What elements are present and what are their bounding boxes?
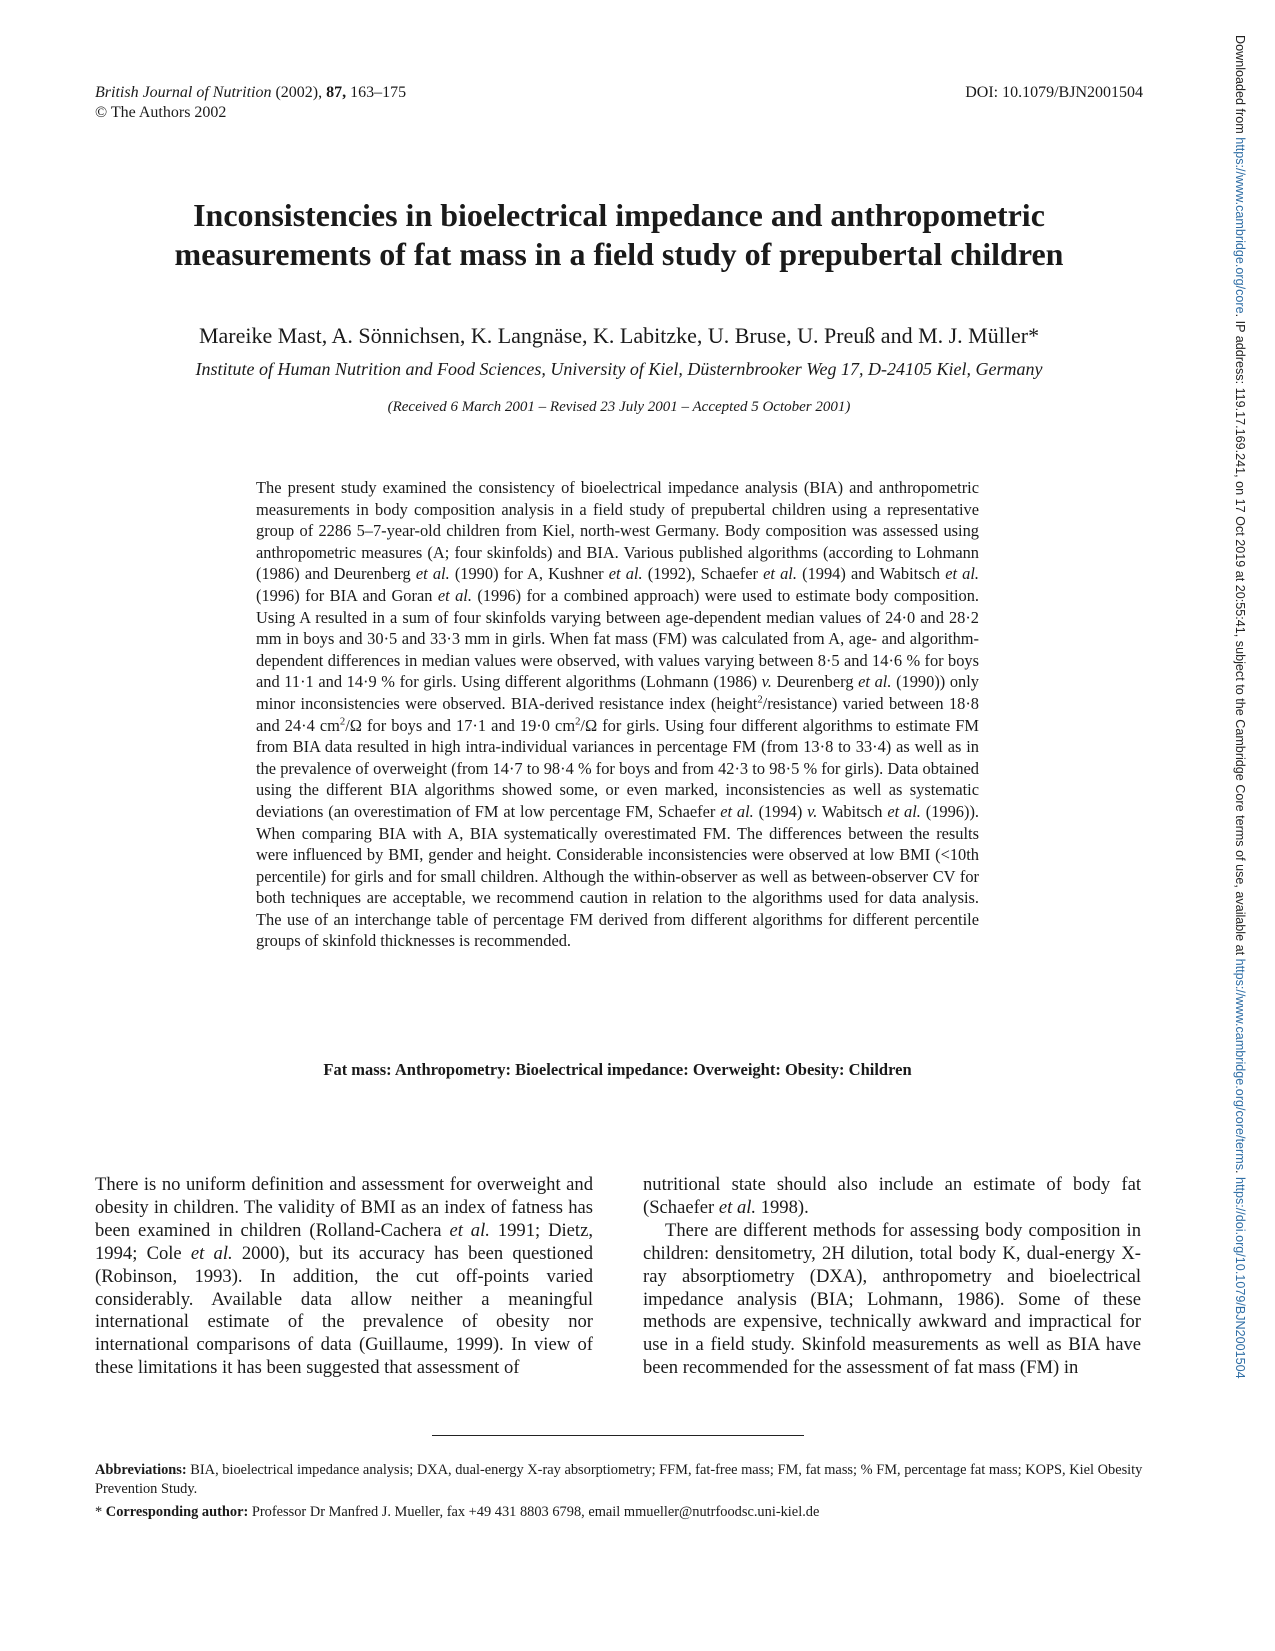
- core-link[interactable]: https://www.cambridge.org/core: [1233, 137, 1247, 314]
- abstract: The present study examined the consistency of bioelectrical impedance analysis (BIA) and anthropometric measurements in body composition analysis in a field study of prepubertal children using a representative group of 2286 5–7-year-old children from Kiel, north-west Germany. Body composition was assessed using anthropometric measures (A; four skinfolds) and BIA. Various published algorithms (according to Lohmann (1986) and Deurenberg et al. (1990) for A, Kushner et al. (1992), Schaefer et al. (1994) and Wabitsch et al. (1996) for BIA and Goran et al. (1996) for a combined approach) were used to estimate body composition. Using A resulted in a sum of four skinfolds varying between age-dependent median values of 24·0 and 28·2 mm in boys and 30·5 and 33·3 mm in girls. When fat mass (FM) was calculated from A, age- and algorithm-dependent differences in median values were observed, with values varying between 8·5 and 14·6 % for boys and 11·1 and 14·9 % for girls. Using different algorithms (Lohmann (1986) v. Deurenberg et al. (1990)) only minor inconsistencies were observed. BIA-derived resistance index (height$^2$/resistance) varied between 18·8 and 24·4 $cm^2/\Omega$ for boys and 17·1 and 19·0 $cm^2/\Omega$ for girls. Using four different algorithms to estimate FM from BIA data resulted in high intra-individual variances in percentage FM (from 13·8 to 33·4) as well as in the prevalence of overweight (from 14·7 to 98·4 % for boys and from 42·3 to 98·5 % for girls). Data obtained using the different BIA algorithms showed some, or even marked, inconsistencies as well as systematic deviations (an overestimation of FM at low percentage FM, Schaefer et al. (1994) v. Wabitsch et al. (1996)). When comparing BIA with A, BIA systematically overestimated FM. The differences between the results were influenced by BMI, gender and height. Considerable inconsistencies were observed at low BMI (<10th percentile) for girls and for small children. Although the within-observer as well as between-observer CV for both techniques are acceptable, we recommend caution in relation to the algorithms used for data analysis. The use of an interchange table of percentage FM derived from different algorithms for different percentile groups of skinfold thicknesses is recommended.: [256, 478, 980, 951]
- footnote-corresponding-author: * Corresponding author: Professor Dr Manfred J. Mueller, fax +49 431 8803 6798, email mmueller@nutrfoodsc.uni-kiel.de: [95, 1504, 820, 1520]
- copyright: © The Authors 2002: [95, 104, 227, 121]
- footnote-abbreviations: Abbreviations: BIA, bioelectrical impedance analysis; DXA, dual-energy X-ray absorptiometry; FFM, fat-free mass; FM, fat mass; % FM, percentage fat mass; KOPS, Kiel Obesity Prevention Study.: [95, 1462, 1143, 1497]
- terms-link[interactable]: https://www.cambridge.org/core/terms: [1233, 958, 1247, 1170]
- journal-year: (2002),: [275, 84, 323, 101]
- doi-link[interactable]: https://doi.org/10.1079/BJN2001504: [1233, 1177, 1247, 1379]
- doi: DOI: 10.1079/BJN2001504: [965, 84, 1143, 101]
- journal-volume: 87,: [326, 84, 347, 101]
- authors: Mareike Mast, A. Sönnichsen, K. Langnäse, K. Labitzke, U. Bruse, U. Preuß and M. J. Müller*: [198, 323, 1040, 348]
- body-column-right: [643, 1174, 1141, 1380]
- body-paragraph: There is no uniform definition and assessment for overweight and obesity in children. The validity of BMI as an index of fatness has been examined in children (Rolland-Cachera et al. 1991; Dietz, 1994; Cole et al. 2000), but its accuracy has been questioned (Robinson, 1993). In addition, the cut off-points varied considerably. Available data allow neither a meaningful international estimate of the prevalence of obesity nor international comparisons of data (Guillaume, 1999). In view of these limitations it has been suggested that assessment of: [95, 1174, 593, 1379]
- journal-pages: 163–175: [350, 84, 407, 101]
- journal-name: British Journal of Nutrition: [95, 84, 272, 101]
- body-paragraph: There are different methods for assessing body composition in children: densitometry, 2H dilution, total body K, dual-energy X-ray absorptiometry (DXA), anthropometry and bioelectrical impedance analysis (BIA; Lohmann, 1986). Some of these methods are expensive, technically awkward and impractical for use in a field study. Skinfold measurements as well as BIA have been recommended for the assessment of fat mass (FM) in: [643, 1219, 1141, 1379]
- footnote-rule: [432, 1435, 804, 1436]
- body-paragraph: nutritional state should also include an estimate of body fat (Schaefer et al. 1998).: [643, 1174, 1141, 1218]
- journal-citation: [95, 83, 406, 123]
- article-title: [95, 196, 1143, 274]
- title-line-2: measurements of fat mass in a field study of prepubertal children: [174, 236, 1064, 272]
- received-dates: (Received 6 March 2001 – Revised 23 July 2001 – Accepted 5 October 2001): [387, 399, 851, 415]
- keywords: Fat mass: Anthropometry: Bioelectrical impedance: Overweight: Obesity: Children: [323, 1060, 912, 1079]
- affiliation: Institute of Human Nutrition and Food Sciences, University of Kiel, Düsternbrooker Weg 17, D-24105 Kiel, Germany: [195, 359, 1043, 379]
- download-sidebar: [1230, 35, 1250, 1455]
- download-notice: Downloaded from https://www.cambridge.org/core. IP address: 119.17.169.241, on 17 Oct 2019 at 20:55:41, subject to the Cambridge Core terms of use, available at https://www.cambridge.org/core/terms. https://doi.org/10.1079/BJN2001504: [1233, 35, 1247, 1379]
- title-line-1: Inconsistencies in bioelectrical impedance and anthropometric: [193, 197, 1045, 233]
- body-column-left: [95, 1174, 593, 1380]
